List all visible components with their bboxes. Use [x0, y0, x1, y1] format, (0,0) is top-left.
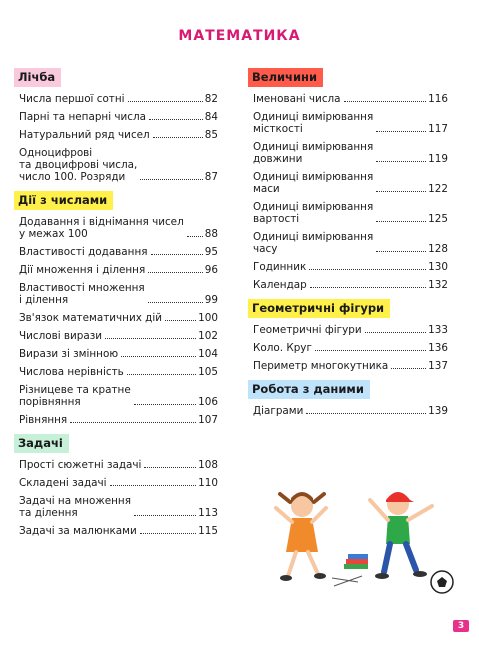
section-heading-operations: Дії з числами: [14, 191, 113, 210]
toc-entry[interactable]: Іменовані числа 116: [253, 93, 448, 105]
toc-entry[interactable]: Парні та непарні числа 84: [19, 111, 218, 123]
toc-entry[interactable]: Одноцифрові та двоцифрові числа, число 100. Розряди 87: [19, 147, 218, 183]
toc-entry[interactable]: Прості сюжетні задачі 108: [19, 459, 218, 471]
toc-entry[interactable]: Діаграми 139: [253, 405, 448, 417]
girl-figure: [276, 492, 326, 581]
toc-entry[interactable]: Різницеве та кратне порівняння 106: [19, 384, 218, 408]
section-heading-data: Робота з даними: [248, 380, 370, 399]
section-heading-quantities: Величини: [248, 68, 323, 87]
toc-entry[interactable]: Одиниці вимірювання маси 122: [253, 171, 448, 195]
toc-entry[interactable]: Рівняння 107: [19, 414, 218, 426]
section-heading-geometry: Геометричні фігури: [248, 299, 390, 318]
toc-entry[interactable]: Вирази зі змінною 104: [19, 348, 218, 360]
toc-entry[interactable]: Складені задачі 110: [19, 477, 218, 489]
books-pile: [332, 554, 368, 586]
toc-entry[interactable]: Календар 132: [253, 279, 448, 291]
toc-entry[interactable]: Одиниці вимірювання часу 128: [253, 231, 448, 255]
page-title: МАТЕМАТИКА: [178, 28, 301, 44]
soccer-ball-icon: [431, 571, 453, 593]
toc-right-column: [248, 66, 448, 423]
section-heading-counting: Лічба: [14, 68, 61, 87]
toc-entry[interactable]: Числа першої сотні 82: [19, 93, 218, 105]
children-illustration: [262, 478, 462, 598]
toc-entry[interactable]: Числові вирази 102: [19, 330, 218, 342]
toc-left-column: [14, 66, 218, 543]
toc-entry[interactable]: Одиниці вимірювання довжини 119: [253, 141, 448, 165]
toc-entry[interactable]: Числова нерівність 105: [19, 366, 218, 378]
toc-entry[interactable]: Задачі за малюнками 115: [19, 525, 218, 537]
toc-entry[interactable]: Натуральний ряд чисел 85: [19, 129, 218, 141]
toc-entry[interactable]: Задачі на множення та ділення 113: [19, 495, 218, 519]
toc-entry[interactable]: Властивості додавання 95: [19, 246, 218, 258]
boy-figure: [370, 492, 432, 579]
toc-entry[interactable]: Коло. Круг 136: [253, 342, 448, 354]
section-heading-problems: Задачі: [14, 434, 69, 453]
toc-entry[interactable]: Одиниці вимірювання місткості 117: [253, 111, 448, 135]
toc-entry[interactable]: Властивості множення і ділення 99: [19, 282, 218, 306]
toc-entry[interactable]: Зв'язок математичних дій 100: [19, 312, 218, 324]
toc-entry[interactable]: Годинник 130: [253, 261, 448, 273]
toc-entry[interactable]: Дії множення і ділення 96: [19, 264, 218, 276]
toc-entry[interactable]: Периметр многокутника 137: [253, 360, 448, 372]
toc-entry[interactable]: Геометричні фігури 133: [253, 324, 448, 336]
toc-entry[interactable]: Додавання і віднімання чисел у межах 100 88: [19, 216, 218, 240]
page-number-badge: 3: [453, 620, 469, 632]
toc-entry[interactable]: Одиниці вимірювання вартості 125: [253, 201, 448, 225]
